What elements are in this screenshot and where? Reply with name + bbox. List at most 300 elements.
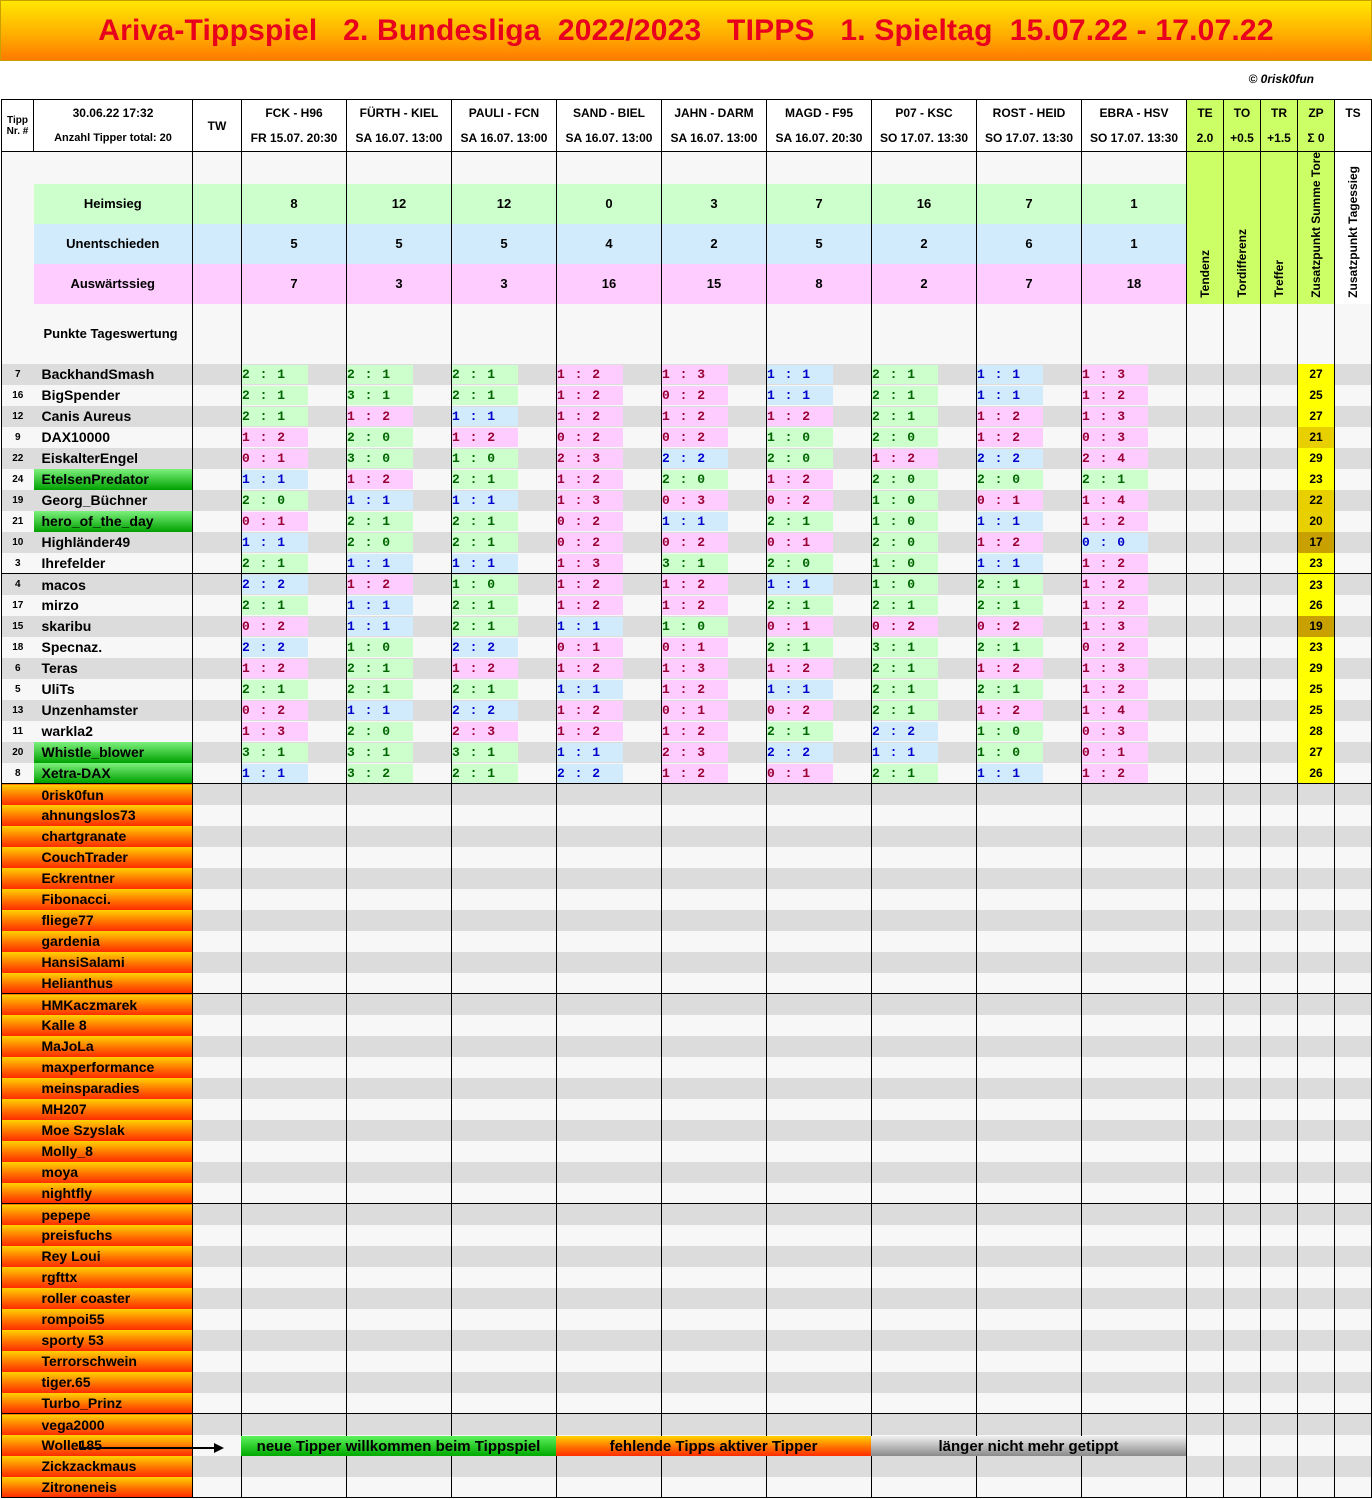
missing-tipper-name: meinsparadies [34,1078,193,1099]
tipper-name: macos [34,574,193,595]
tip-value: 1 : 2 [557,365,623,384]
tip-value: 2 : 2 [767,743,833,762]
tip-value: 0 : 1 [767,617,833,636]
tipper-row [2,553,1372,574]
tip-value: 3 : 1 [347,386,413,405]
tip-value: 1 : 2 [347,575,413,594]
tip-value: 0 : 1 [977,491,1043,510]
tipper-row [2,616,1372,637]
missing-tipper-row [2,931,1372,952]
missing-tipper-row [2,1477,1372,1498]
tipper-nr: 12 [2,406,34,427]
missing-tipper-name: Moe Szyslak [34,1120,193,1141]
tip-value: 1 : 0 [452,449,518,468]
stat-draw-row [2,224,1372,264]
missing-tipper-row [2,1309,1372,1330]
tipper-row [2,679,1372,700]
zp-value: 22 [1298,490,1335,511]
zp-value: 17 [1298,532,1335,553]
missing-tipper-name: fliege77 [34,910,193,931]
missing-tipper-row [2,1204,1372,1225]
tip-value: 2 : 1 [452,365,518,384]
tip-value: 2 : 1 [872,407,938,426]
tipper-name: DAX10000 [34,427,193,448]
missing-tipper-row [2,1288,1372,1309]
stat-draw-label: Unentschieden [34,224,193,264]
tip-value: 2 : 0 [242,491,308,510]
stat-away-count: 7 [977,264,1082,304]
zp-value: 21 [1298,427,1335,448]
tip-value: 0 : 1 [242,512,308,531]
tip-value: 2 : 0 [347,722,413,741]
stat-away-count: 16 [557,264,662,304]
tip-value: 0 : 2 [557,533,623,552]
missing-tipper-name: MH207 [34,1099,193,1120]
match-teams: FCK - H96 [242,100,347,126]
tipper-row [2,364,1372,385]
zp-value: 23 [1298,574,1335,595]
tipper-nr: 13 [2,700,34,721]
zp-value: 27 [1298,742,1335,763]
tip-value: 1 : 1 [452,554,518,573]
tip-value: 2 : 3 [662,743,728,762]
legend-inactive: länger nicht mehr getippt [871,1436,1186,1456]
tip-value: 0 : 2 [662,386,728,405]
tipper-row [2,469,1372,490]
missing-tipper-row [2,1246,1372,1267]
tip-value: 1 : 0 [977,743,1043,762]
tipper-row [2,448,1372,469]
missing-tipper-name: Zitroneneis [34,1477,193,1498]
tip-value: 1 : 0 [872,554,938,573]
zp-value: 26 [1298,763,1335,784]
stat-home-label: Heimsieg [34,184,193,224]
stat-draw-count: 5 [347,224,452,264]
stat-home-count: 0 [557,184,662,224]
tip-value: 1 : 1 [242,533,308,552]
missing-tipper-row [2,973,1372,994]
tip-value: 1 : 1 [767,386,833,405]
tipper-nr: 9 [2,427,34,448]
tip-value: 1 : 1 [347,491,413,510]
missing-tipper-row [2,1414,1372,1435]
missing-tipper-name: tiger.65 [34,1372,193,1393]
tip-value: 3 : 1 [347,743,413,762]
score-label-text: Tordifferenz [1235,229,1249,298]
missing-tipper-row [2,1036,1372,1057]
missing-tipper-name: Rey Loui [34,1246,193,1267]
zp-value: 19 [1298,616,1335,637]
tipper-total: Anzahl Tipper total: 20 [54,132,172,145]
tipper-row [2,721,1372,742]
tipper-name: EtelsenPredator [34,469,193,490]
score-value-te: 2.0 [1187,126,1224,152]
tip-value: 2 : 1 [242,680,308,699]
tip-value: 1 : 1 [347,617,413,636]
title-mode: TIPPS [727,13,815,47]
title-brand: Ariva-Tippspiel [98,13,318,47]
tip-value: 0 : 1 [767,533,833,552]
stat-draw-count: 2 [872,224,977,264]
tip-value: 1 : 0 [347,638,413,657]
stat-draw-count: 6 [977,224,1082,264]
stat-draw-count: 2 [662,224,767,264]
missing-tipper-name: roller coaster [34,1288,193,1309]
match-teams: EBRA - HSV [1082,100,1187,126]
zp-value: 20 [1298,511,1335,532]
score-label-text: Zusatzpunkt Tagessieg [1346,165,1360,298]
missing-tipper-name: Wolle185 [34,1435,193,1456]
tip-value: 2 : 1 [977,680,1043,699]
zp-value: 25 [1298,679,1335,700]
missing-tipper-row [2,868,1372,889]
missing-tipper-row [2,1330,1372,1351]
tip-value: 1 : 2 [977,701,1043,720]
tip-value: 0 : 2 [1082,638,1148,657]
missing-tipper-name: preisfuchs [34,1225,193,1246]
tipper-row [2,532,1372,553]
header-row-1 [2,100,1372,126]
tipper-name: Teras [34,658,193,679]
tip-value: 0 : 1 [767,764,833,783]
tipper-row [2,385,1372,406]
score-code-tr: TR [1261,100,1298,126]
tipper-name: Ihrefelder [34,553,193,574]
missing-tipper-name: CouchTrader [34,847,193,868]
tipper-name: BigSpender [34,385,193,406]
copyright: © 0risk0fun [1248,72,1314,86]
tip-value: 1 : 2 [557,596,623,615]
tip-value: 1 : 2 [662,680,728,699]
match-kickoff: SO 17.07. 13:30 [1082,126,1187,152]
tip-value: 1 : 3 [1082,407,1148,426]
stat-away-count: 3 [347,264,452,304]
tip-value: 2 : 0 [872,470,938,489]
missing-tipper-row [2,1078,1372,1099]
tip-value: 2 : 1 [872,701,938,720]
stat-draw-count: 5 [452,224,557,264]
stat-away-label: Auswärtssieg [34,264,193,304]
match-kickoff: FR 15.07. 20:30 [242,126,347,152]
tip-value: 1 : 1 [767,680,833,699]
tip-value: 1 : 2 [662,596,728,615]
tip-value: 1 : 1 [662,512,728,531]
tip-value: 1 : 1 [557,743,623,762]
tip-value: 2 : 1 [452,533,518,552]
tip-value: 1 : 2 [977,533,1043,552]
zp-value: 29 [1298,448,1335,469]
tip-value: 1 : 2 [557,470,623,489]
title-league: 2. Bundesliga [343,13,541,47]
stat-away-count: 7 [242,264,347,304]
tip-value: 2 : 1 [347,659,413,678]
tip-value: 0 : 2 [662,533,728,552]
tip-value: 0 : 1 [662,638,728,657]
match-kickoff: SO 17.07. 13:30 [977,126,1082,152]
tip-value: 0 : 2 [557,428,623,447]
tip-value: 2 : 1 [977,596,1043,615]
zp-value: 28 [1298,721,1335,742]
tip-value: 1 : 2 [1082,386,1148,405]
tip-value: 1 : 0 [452,575,518,594]
tipper-row [2,511,1372,532]
missing-tipper-row [2,1162,1372,1183]
missing-tipper-name: chartgranate [34,826,193,847]
tip-value: 0 : 0 [1082,533,1148,552]
title-matchday: 1. Spieltag [840,13,993,47]
missing-tipper-row [2,1456,1372,1477]
tip-value: 1 : 3 [242,722,308,741]
tip-value: 1 : 3 [1082,659,1148,678]
missing-tipper-name: nightfly [34,1183,193,1204]
missing-tipper-row [2,1372,1372,1393]
score-label-text: Zusatzpunkt Summe Tore [1309,152,1323,298]
missing-tipper-row [2,1393,1372,1414]
tip-value: 2 : 1 [242,554,308,573]
tip-value: 2 : 1 [347,680,413,699]
missing-tipper-name: Zickzackmaus [34,1456,193,1477]
tip-value: 1 : 3 [662,365,728,384]
tipper-name: Whistle_blower [34,742,193,763]
tip-value: 1 : 2 [977,407,1043,426]
match-teams: PAULI - FCN [452,100,557,126]
tipper-name: mirzo [34,595,193,616]
tip-value: 1 : 1 [242,764,308,783]
missing-tipper-row [2,1183,1372,1204]
tip-value: 1 : 3 [662,659,728,678]
tipper-name: UliTs [34,679,193,700]
tip-value: 2 : 1 [1082,470,1148,489]
tip-value: 1 : 2 [557,722,623,741]
tipper-name: Highländer49 [34,532,193,553]
tip-value: 2 : 1 [347,512,413,531]
title-banner [0,0,1372,61]
tip-value: 2 : 1 [872,659,938,678]
legend-new-tippers: neue Tipper willkommen beim Tippspiel [241,1436,556,1456]
match-kickoff: SA 16.07. 13:00 [452,126,557,152]
tip-value: 1 : 4 [1082,701,1148,720]
tip-value: 2 : 2 [242,575,308,594]
tip-value: 3 : 1 [242,743,308,762]
tipper-nr: 16 [2,385,34,406]
tip-value: 2 : 1 [977,638,1043,657]
tipper-name: warkla2 [34,721,193,742]
tip-value: 2 : 1 [452,596,518,615]
zp-value: 23 [1298,469,1335,490]
score-label-text: Tendenz [1198,250,1212,298]
tip-value: 1 : 2 [347,470,413,489]
tip-value: 1 : 0 [977,722,1043,741]
tip-value: 2 : 1 [452,470,518,489]
tip-value: 2 : 3 [452,722,518,741]
legend-missing-tips: fehlende Tipps aktiver Tipper [556,1436,871,1456]
legend-arrow [78,1436,228,1456]
stat-home-count: 16 [872,184,977,224]
missing-tipper-row [2,1141,1372,1162]
tipper-nr: 10 [2,532,34,553]
tipper-nr: 5 [2,679,34,700]
tip-value: 0 : 3 [1082,722,1148,741]
tip-value: 2 : 1 [452,680,518,699]
score-label-tr [1261,152,1298,304]
tip-value: 2 : 1 [872,680,938,699]
missing-tipper-name: moya [34,1162,193,1183]
score-label-zp [1298,152,1335,304]
tipper-nr: 3 [2,553,34,574]
missing-tipper-row [2,1267,1372,1288]
tip-value: 1 : 0 [872,491,938,510]
match-kickoff: SA 16.07. 13:00 [662,126,767,152]
tip-value: 2 : 0 [767,554,833,573]
tip-value: 1 : 1 [452,407,518,426]
zp-value: 25 [1298,385,1335,406]
tip-value: 1 : 3 [1082,365,1148,384]
tipper-nr: 22 [2,448,34,469]
tip-value: 2 : 0 [347,533,413,552]
tip-value: 1 : 1 [977,365,1043,384]
tipper-nr: 20 [2,742,34,763]
match-teams: FÜRTH - KIEL [347,100,452,126]
missing-tipper-row [2,826,1372,847]
tip-value: 2 : 1 [242,365,308,384]
tipper-row [2,742,1372,763]
missing-tipper-name: HansiSalami [34,952,193,973]
tipp-label: Tipp [2,100,34,126]
missing-tipper-name: rgfttx [34,1267,193,1288]
zp-value: 29 [1298,658,1335,679]
tip-value: 2 : 0 [767,449,833,468]
tip-value: 1 : 2 [662,407,728,426]
tip-value: 1 : 1 [767,365,833,384]
tip-value: 3 : 2 [347,764,413,783]
tip-value: 1 : 2 [347,407,413,426]
missing-tipper-name: Fibonacci. [34,889,193,910]
zp-value: 27 [1298,406,1335,427]
zp-value: 23 [1298,553,1335,574]
score-label-text: Treffer [1272,260,1286,298]
tip-value: 0 : 2 [242,701,308,720]
tip-value: 2 : 0 [872,533,938,552]
stat-draw-count: 5 [242,224,347,264]
tip-value: 1 : 1 [977,764,1043,783]
tw-header: TW [193,100,242,152]
missing-tipper-name: Turbo_Prinz [34,1393,193,1414]
title-season: 2022/2023 [557,13,702,47]
tipper-name: BackhandSmash [34,364,193,385]
score-code-zp: ZP [1298,100,1335,126]
tip-value: 0 : 1 [662,701,728,720]
match-teams: P07 - KSC [872,100,977,126]
tip-value: 1 : 2 [557,386,623,405]
tipper-nr: 21 [2,511,34,532]
stat-home-count: 1 [1082,184,1187,224]
zp-value: 27 [1298,364,1335,385]
zp-value: 23 [1298,637,1335,658]
tip-value: 1 : 0 [872,512,938,531]
tipper-row [2,490,1372,511]
missing-tipper-row [2,1120,1372,1141]
stat-away-count: 2 [872,264,977,304]
tip-value: 2 : 0 [662,470,728,489]
tip-value: 1 : 1 [767,575,833,594]
tip-value: 1 : 2 [767,407,833,426]
tip-value: 1 : 1 [242,470,308,489]
stat-draw-count: 1 [1082,224,1187,264]
tip-value: 1 : 2 [872,449,938,468]
tip-value: 1 : 2 [767,470,833,489]
tip-value: 1 : 2 [557,575,623,594]
tip-value: 2 : 0 [347,428,413,447]
tip-value: 1 : 0 [662,617,728,636]
score-code-te: TE [1187,100,1224,126]
tip-value: 2 : 2 [452,638,518,657]
tipper-name: skaribu [34,616,193,637]
tip-value: 3 : 1 [872,638,938,657]
tip-value: 3 : 1 [452,743,518,762]
tip-value: 2 : 1 [872,596,938,615]
tipper-row [2,595,1372,616]
score-label-ts [1335,152,1372,304]
missing-tipper-row [2,784,1372,805]
tip-value: 1 : 2 [662,575,728,594]
tip-value: 1 : 0 [767,428,833,447]
tip-value: 0 : 2 [767,701,833,720]
stat-away-count: 18 [1082,264,1187,304]
tipper-name: Georg_Büchner [34,490,193,511]
missing-tipper-name: ahnungslos73 [34,805,193,826]
tip-value: 1 : 1 [977,554,1043,573]
tip-value: 2 : 0 [977,470,1043,489]
tip-value: 2 : 1 [872,365,938,384]
tip-value: 2 : 0 [872,428,938,447]
tipper-nr: 15 [2,616,34,637]
zp-value: 26 [1298,595,1335,616]
tipper-nr: 18 [2,637,34,658]
missing-tipper-name: maxperformance [34,1057,193,1078]
tip-value: 2 : 1 [767,596,833,615]
title-dates: 15.07.22 - 17.07.22 [1009,13,1274,47]
stat-draw-count: 5 [767,224,872,264]
tip-value: 0 : 2 [662,428,728,447]
stat-home-row [2,184,1372,224]
zp-value: 25 [1298,700,1335,721]
nr-label: Nr. # [2,126,34,152]
tipper-nr: 19 [2,490,34,511]
score-label-to [1224,152,1261,304]
missing-tipper-row [2,910,1372,931]
missing-tipper-name: Eckrentner [34,868,193,889]
stat-away-count: 3 [452,264,557,304]
score-value-to: +0.5 [1224,126,1261,152]
score-value-tr: +1.5 [1261,126,1298,152]
tip-value: 2 : 2 [452,701,518,720]
tipper-nr: 8 [2,763,34,784]
tip-value: 2 : 1 [242,407,308,426]
tip-value: 2 : 1 [452,617,518,636]
tipper-row [2,427,1372,448]
tip-value: 1 : 2 [242,659,308,678]
tip-value: 2 : 1 [872,386,938,405]
tipper-row [2,763,1372,784]
tip-value: 1 : 3 [1082,617,1148,636]
tip-value: 1 : 2 [1082,764,1148,783]
missing-tipper-name: Kalle 8 [34,1015,193,1036]
tip-value: 2 : 2 [557,764,623,783]
tip-value: 1 : 2 [557,701,623,720]
stat-away-count: 8 [767,264,872,304]
match-kickoff: SA 16.07. 20:30 [767,126,872,152]
tipper-row [2,406,1372,427]
